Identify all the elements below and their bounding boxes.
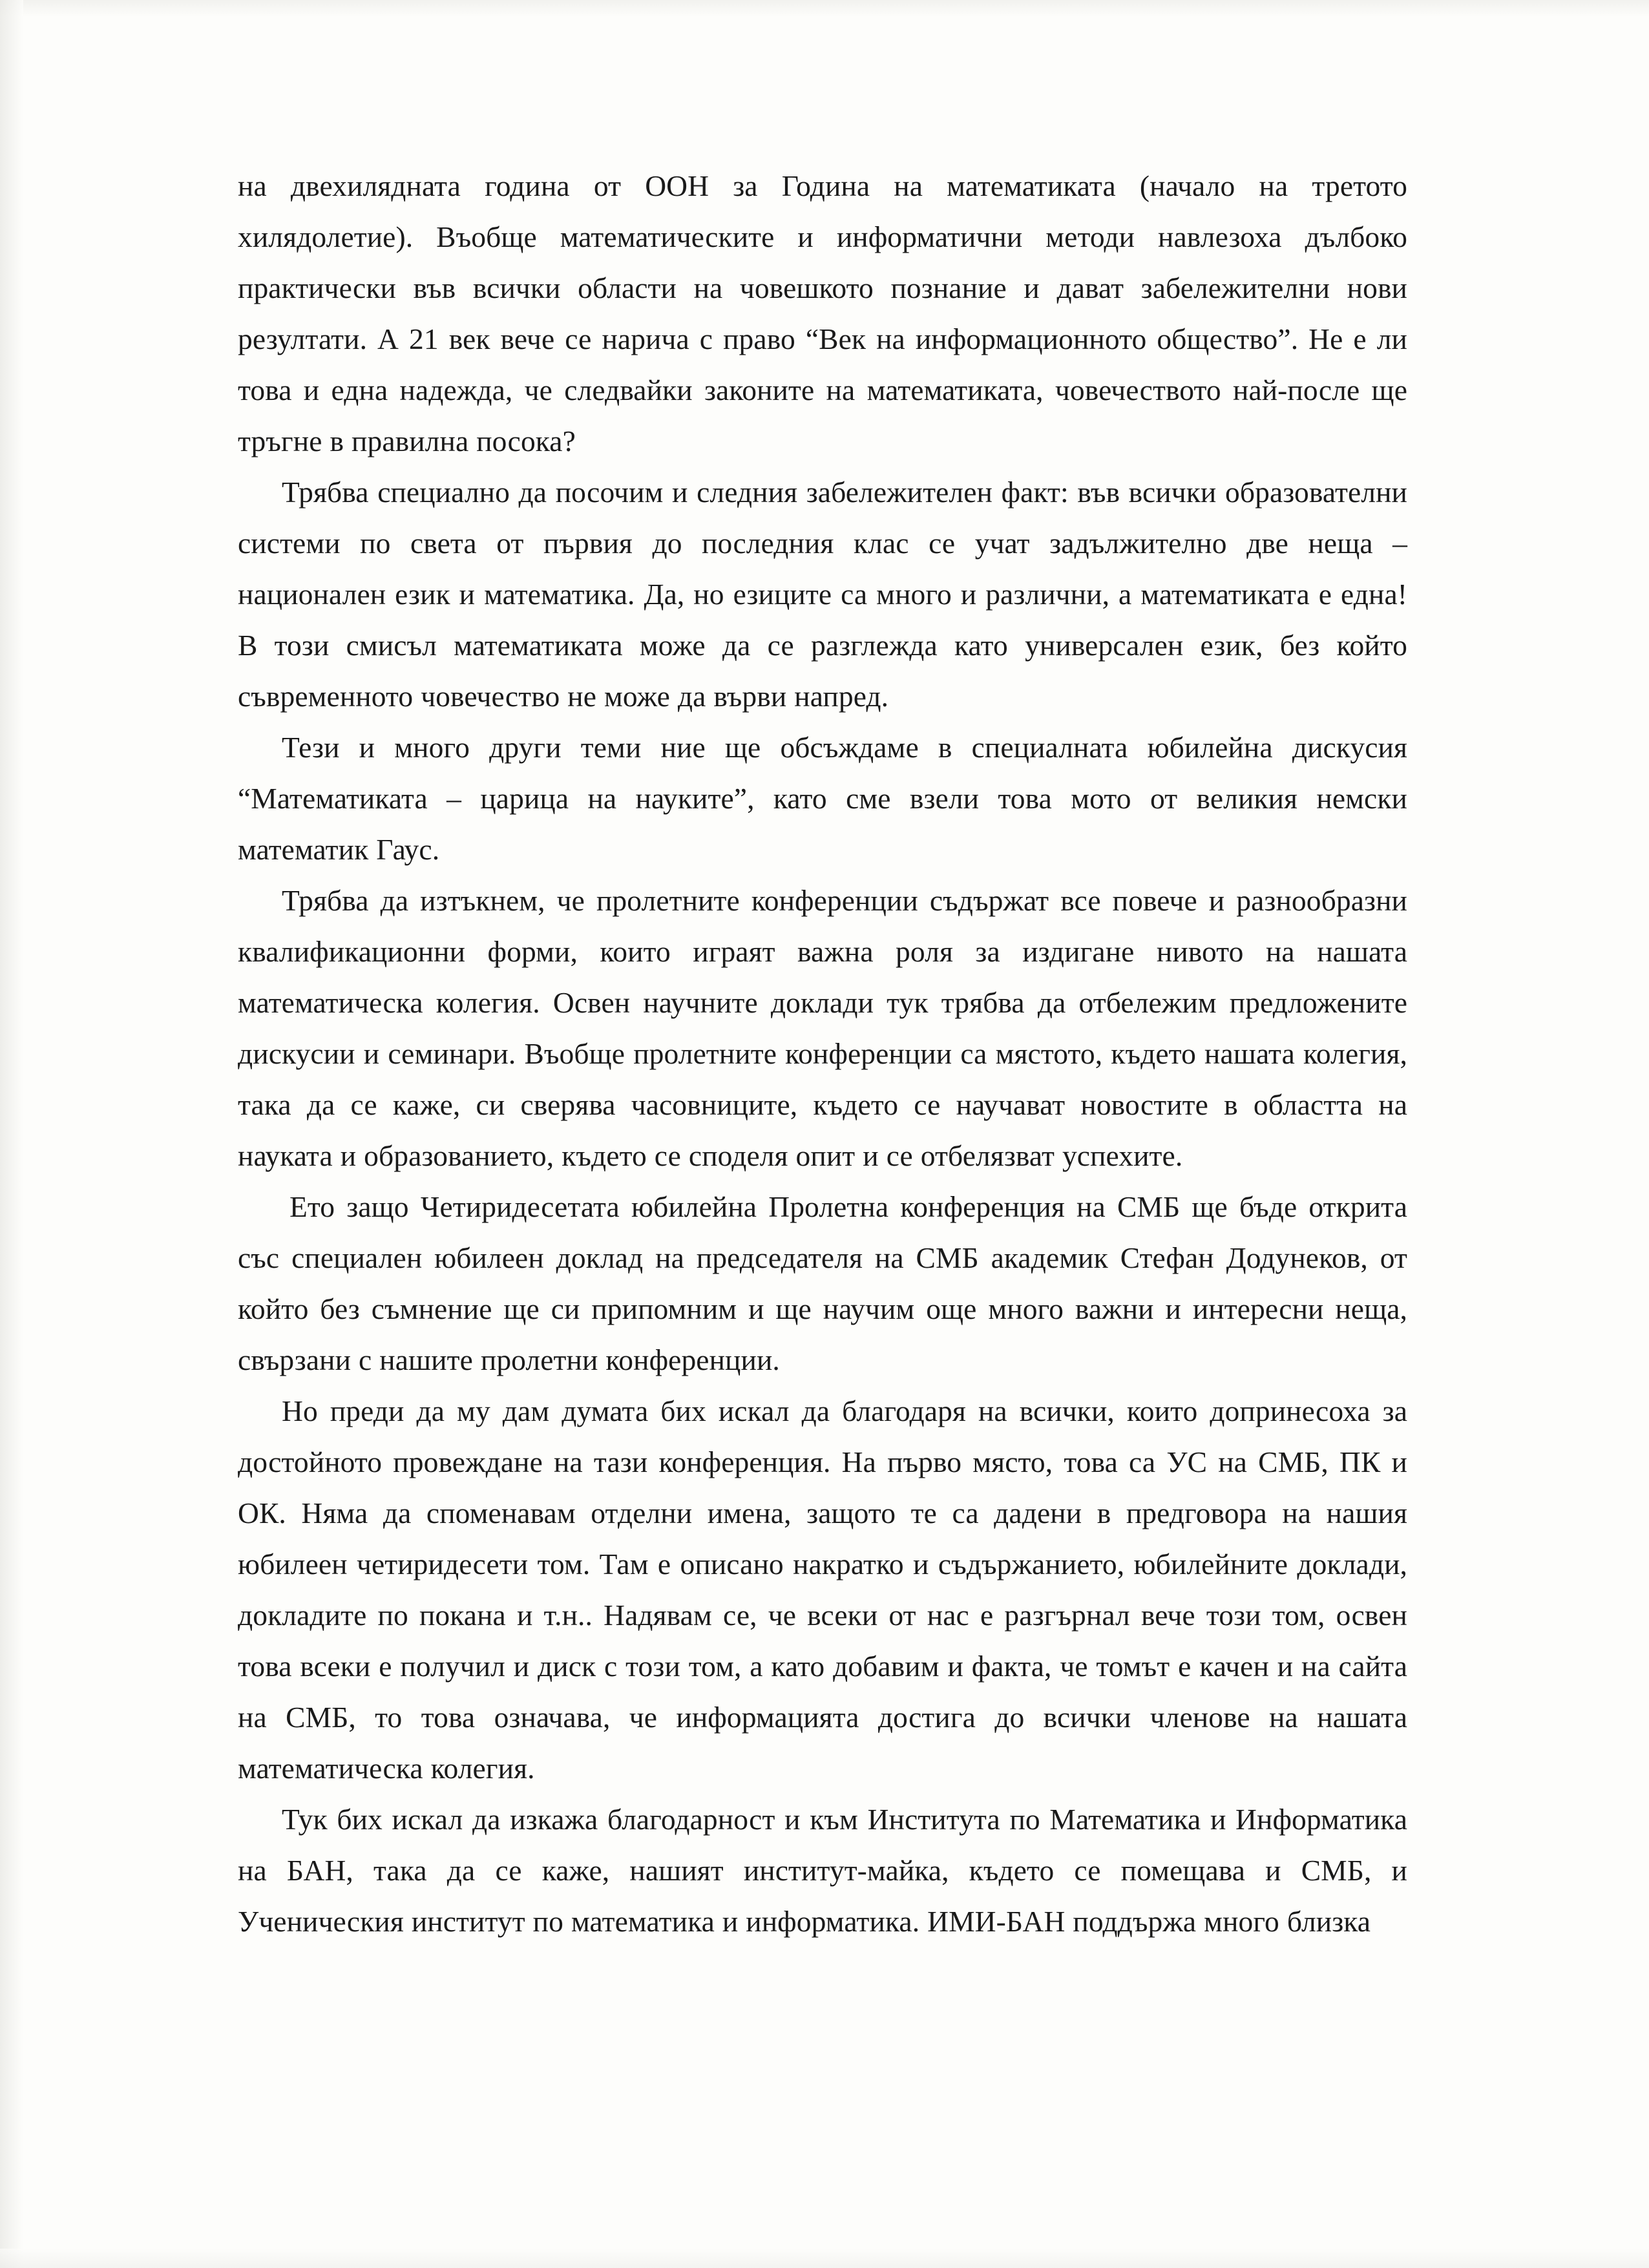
page-edge-shading-left [0, 0, 23, 2268]
paragraph: Тези и много други теми ние ще обсъждаме в специалната юбилейна дискусия “Математиката – царица на науките”, като сме взели това мото от великия немски математик Гаус. [238, 731, 1407, 866]
paragraph: Тук бих искал да изкажа благодарност и към Института по Математика и Информатика на БАН, така да се каже, нашият институт-майка, където се помещава и СМБ, и Ученическия институт по математика и информатика. ИМИ-БАН поддържа много близка [238, 1803, 1407, 1938]
paragraph: на двехилядната година от ООН за Година на математиката (начало на третото хилядолетие). Въобще математическите и информатични методи навлезоха дълбоко практически във всички области на човешкото познание и дават забележителни нови резултати. А 21 век вече се нарича с право “Век на информационното общество”. Не е ли това и една надежда, че следвайки законите на математиката, човечеството най-после ще тръгне в правилна посока? [238, 169, 1407, 457]
paragraph: Но преди да му дам думата бих искал да благодаря на всички, които допринесоха за достойното провеждане на тази конференция. На първо място, това са УС на СМБ, ПК и ОК. Няма да споменавам отделни имена, защото те са дадени в предговора на нашия юбилеен четиридесети том. Там е описано накратко и съдържанието, юбилейните доклади, докладите по покана и т.н.. Надявам се, че всеки от нас е разгърнал вече този том, освен това всеки е получил и диск с този том, а като добавим и факта, че томът е качен и на сайта на СМБ, то това означава, че информацията достига до всички членове на нашата математическа колегия. [238, 1394, 1407, 1785]
page-edge-shading-bottom [0, 2249, 1649, 2268]
paragraph: Ето защо Четиридесетата юбилейна Пролетна конференция на СМБ ще бъде открита със специален юбилеен доклад на председателя на СМБ академик Стефан Додунеков, от който без съмнение ще си припомним и ще научим още много важни и интересни неща, свързани с нашите пролетни конференции. [238, 1190, 1407, 1376]
body-text-column [238, 160, 1407, 1947]
paragraph: Трябва да изтъкнем, че пролетните конференции съдържат все повече и разнообразни квалификационни форми, които играят важна роля за издигане нивото на нашата математическа колегия. Освен научните доклади тук трябва да отбележим предложените дискусии и семинари. Въобще пролетните конференции са мястото, където нашата колегия, така да се каже, си сверява часовниците, където се научават новостите в областта на науката и образованието, където се споделя опит и се отбелязват успехите. [238, 884, 1407, 1172]
paragraph: Трябва специално да посочим и следния забележителен факт: във всички образователни системи по света от първия до последния клас се учат задължително две неща – национален език и математика. Да, но езиците са много и различни, а математиката е една! В този смисъл математиката може да се разглежда като универсален език, без който съвременното човечество не може да върви напред. [238, 476, 1407, 713]
page-edge-shading-top [0, 0, 1649, 17]
